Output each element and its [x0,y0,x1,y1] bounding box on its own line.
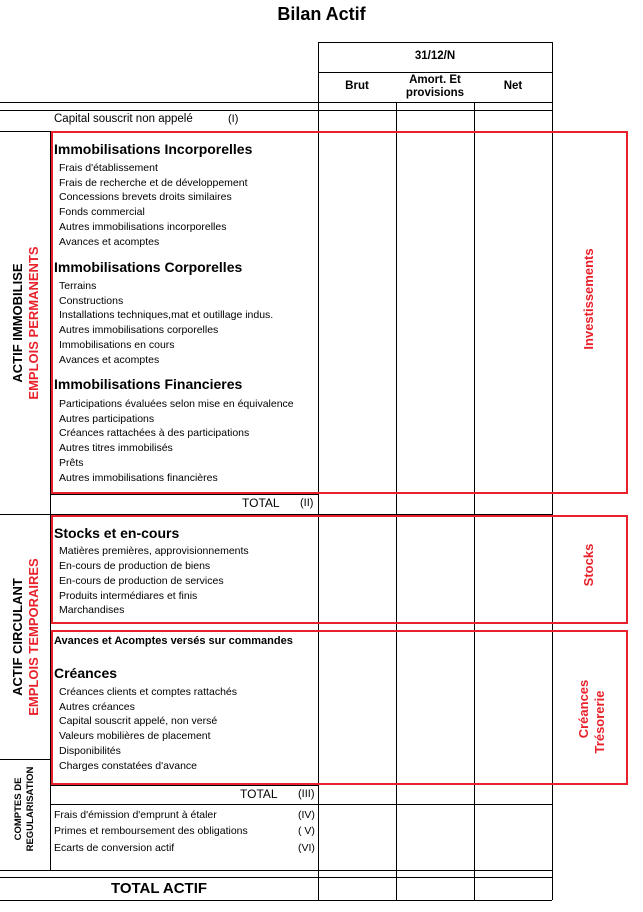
list-item: Disponibilités [59,745,121,757]
list-item: Primes et remboursement des obligations [54,825,248,837]
row-line [0,110,552,111]
row-line [50,494,318,495]
roman-numeral: (VI) [298,842,315,854]
row-line [0,870,552,871]
avances-acomptes-label: Avances et Acomptes versés sur commandes [54,635,293,647]
total-iii-roman: (III) [298,788,315,800]
list-item: Installations techniques,mat et outillage indus. [59,309,274,321]
comptes-de-label: COMPTES DE [13,777,24,841]
total-actif-label: TOTAL ACTIF [110,880,208,897]
list-item: Capital souscrit appelé, non versé [59,715,218,727]
header-right-border [552,42,553,102]
incorporelles-heading: Immobilisations Incorporelles [54,141,253,157]
regularisation-label: REGULARISATION [25,766,36,852]
emplois-temporaires-label: EMPLOIS TEMPORAIRES [26,558,41,716]
header-mid-border [318,72,552,73]
actif-immobilise-label: ACTIF IMMOBILISE [10,263,25,383]
list-item: Constructions [59,295,124,307]
total-iii-label: TOTAL [240,787,278,801]
capital-non-appele-label: Capital souscrit non appelé [54,113,193,125]
list-item: Concessions brevets droits similaires [59,191,232,203]
list-item: Participations évaluées selon mise en équivalence [59,398,294,410]
corporelles-heading: Immobilisations Corporelles [54,259,243,275]
emplois-permanents-label: EMPLOIS PERMANENTS [26,246,41,400]
row-line [50,804,552,805]
actif-circulant-label: ACTIF CIRCULANT [10,578,25,696]
row-line [50,785,318,786]
list-item: Autres immobilisations financières [59,472,218,484]
list-item: Fonds commercial [59,206,145,218]
row-line [0,877,552,878]
list-item: Autres titres immobilisés [59,442,173,454]
list-item: Frais d'émission d'emprunt à étaler [54,809,217,821]
investissements-label: Investissements [581,248,596,350]
list-item: Autres immobilisations corporelles [59,324,219,336]
list-item: Avances et acomptes [59,354,160,366]
amort-header-line2: provisions [405,87,465,99]
net-header: Net [503,80,523,92]
stocks-heading: Stocks et en-cours [54,525,180,541]
list-item: Prêts [59,457,84,469]
page-title: Bilan Actif [277,4,366,24]
capital-non-appele-roman: (I) [228,113,239,125]
creances-side-label: Créances [576,679,591,739]
list-item: Immobilisations en cours [59,339,175,351]
list-item: Frais d'établissement [59,162,158,174]
list-item: Marchandises [59,604,125,616]
roman-numeral: ( V) [298,825,315,837]
stocks-side-label: Stocks [581,543,596,587]
creances-heading: Créances [54,665,118,681]
list-item: Autres créances [59,701,135,713]
list-item: Frais de recherche et de développement [59,177,248,189]
list-item: Créances rattachées à des participations [59,427,250,439]
list-item: Avances et acomptes [59,236,160,248]
total-ii-label: TOTAL [242,496,280,510]
header-top-border [318,42,552,43]
total-ii-roman: (II) [300,497,314,509]
list-item: En-cours de production de biens [59,560,211,572]
brut-header: Brut [345,80,369,92]
list-item: Charges constatées d'avance [59,760,198,772]
list-item: Autres participations [59,413,155,425]
list-item: Valeurs mobilières de placement [59,730,211,742]
row-line [0,900,552,901]
row-line [0,759,50,760]
list-item: Matières premières, approvisionnements [59,545,249,557]
amort-header-line1: Amort. Et [409,74,461,86]
list-item: Autres immobilisations incorporelles [59,221,227,233]
list-item: Créances clients et comptes rattachés [59,686,237,698]
financieres-heading: Immobilisations Financieres [54,376,243,392]
period-header: 31/12/N [414,50,456,62]
list-item: Terrains [59,280,97,292]
roman-numeral: (IV) [298,809,315,821]
list-item: En-cours de production de services [59,575,224,587]
tresorerie-side-label: Trésorerie [592,690,607,754]
amort-header [396,74,474,100]
list-item: Produits intermédiares et finis [59,590,198,602]
row-line [0,102,552,103]
list-item: Ecarts de conversion actif [54,842,175,854]
